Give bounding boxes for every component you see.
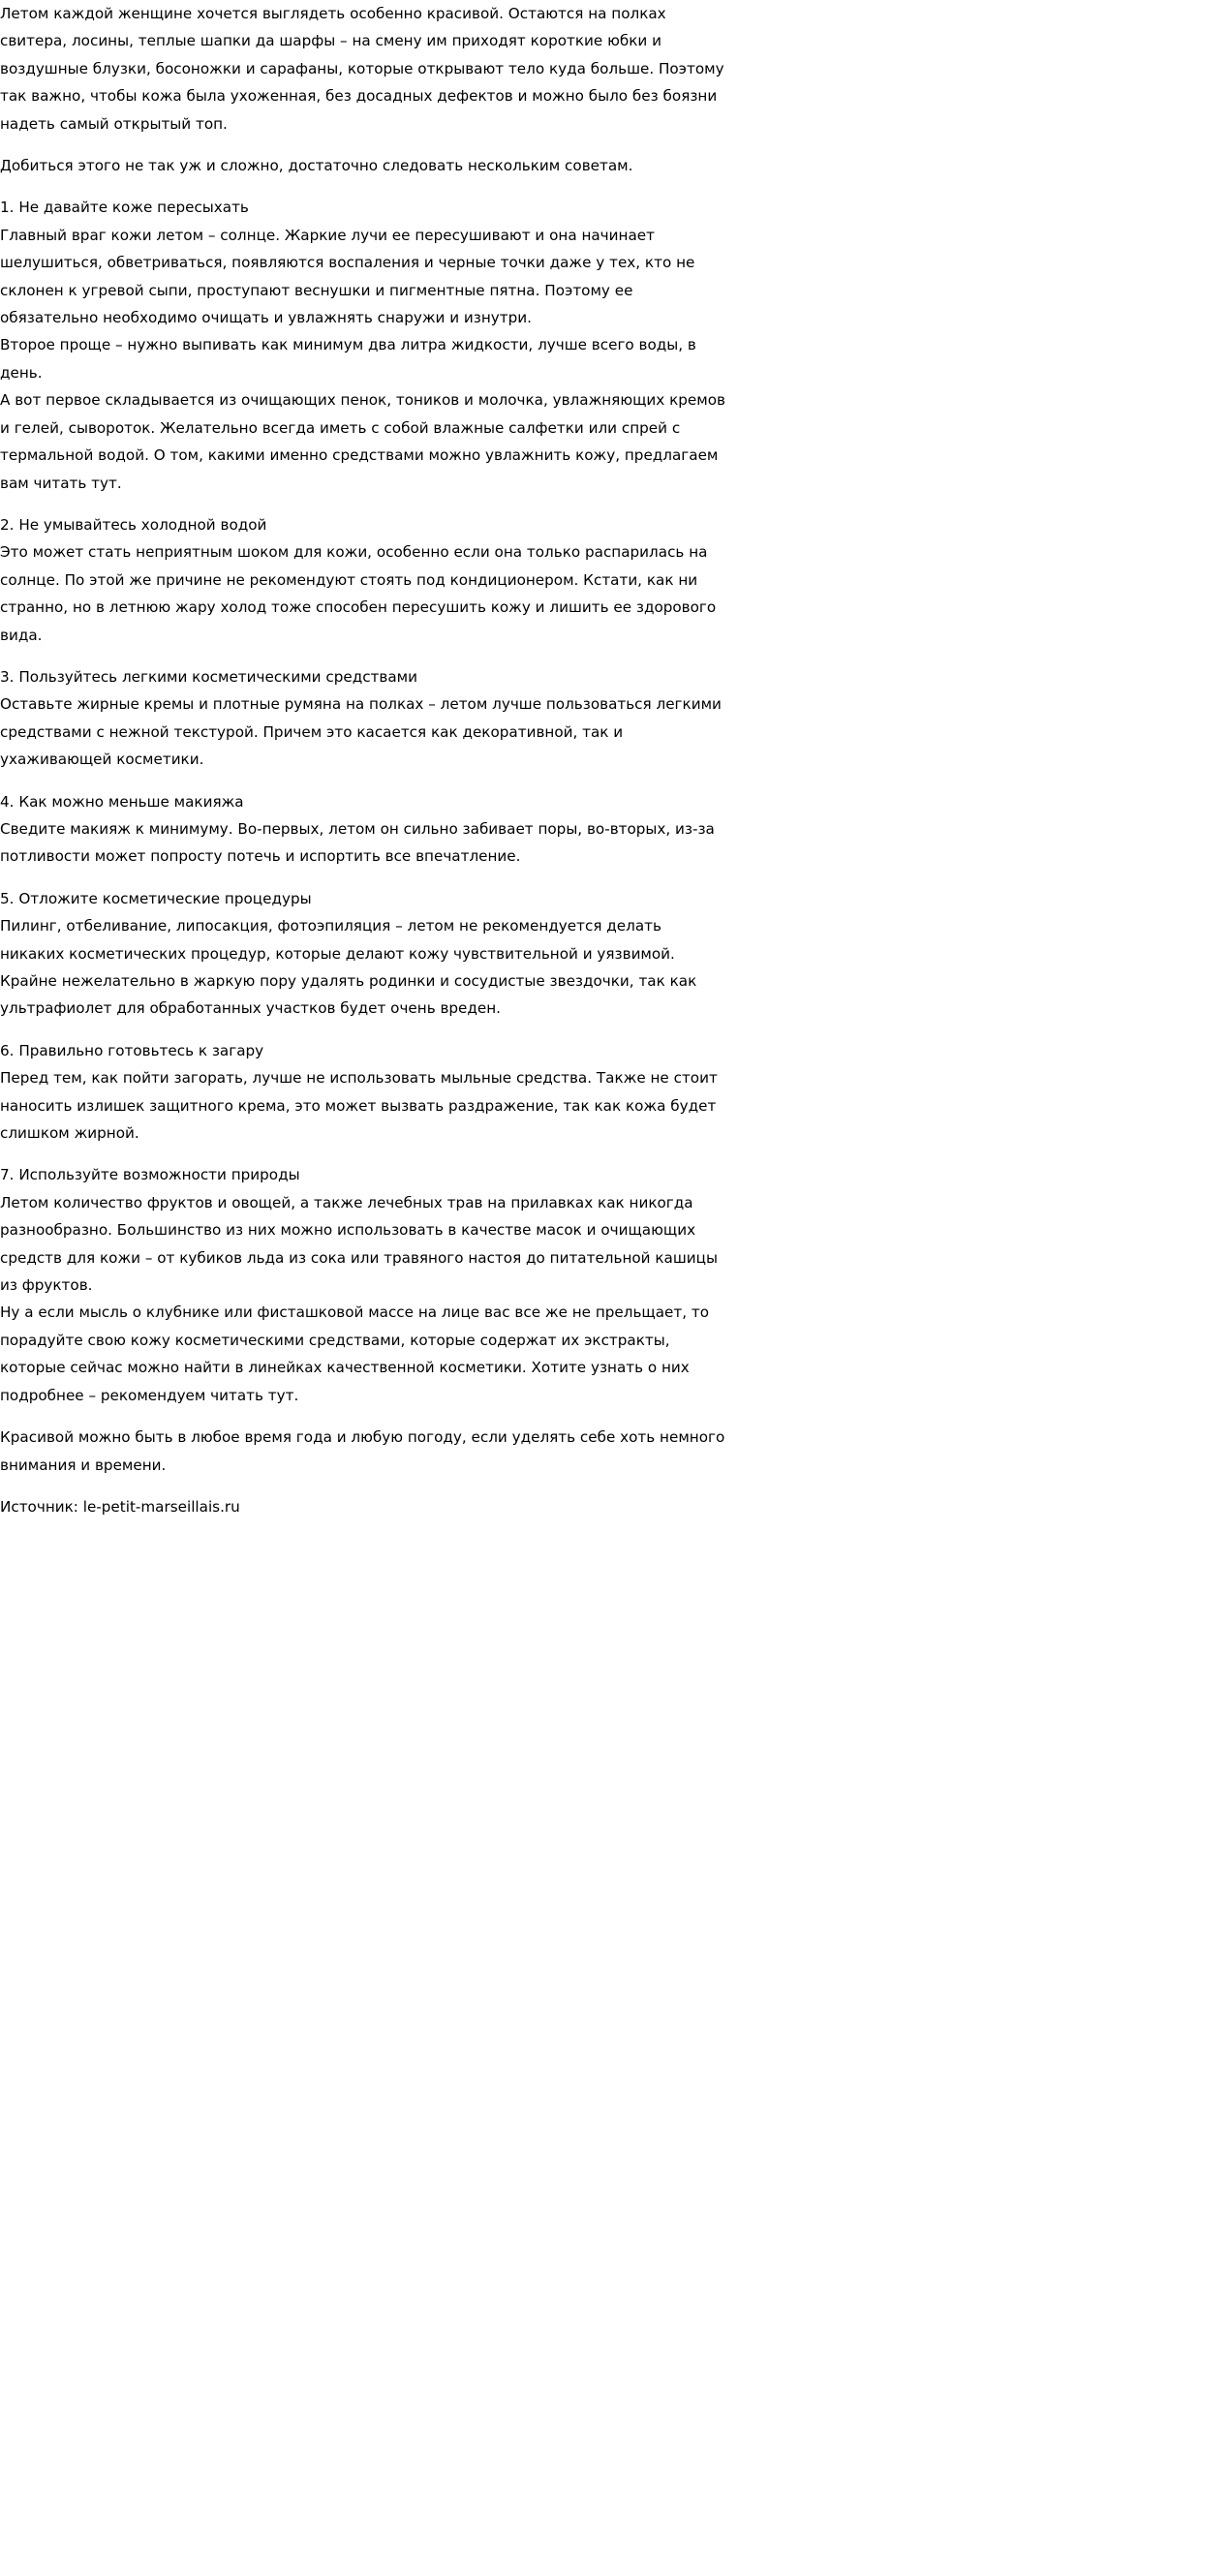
section-title-1: 1. Не давайте коже пересыхать: [0, 199, 249, 217]
section-title-5: 5. Отложите косметические процедуры: [0, 889, 312, 907]
paragraph-gap: [0, 774, 726, 788]
section-title-6: 6. Правильно готовьтесь к загару: [0, 1041, 264, 1059]
article: [0, 0, 726, 1520]
paragraph-gap: [0, 1409, 726, 1424]
paragraph-gap: [0, 138, 726, 152]
section-4: [0, 788, 726, 871]
section-3-paragraph-1: Оставьте жирные кремы и плотные румяна на полках – летом лучше пользоваться легкими средствами с нежной текстурой. Причем это касается как декоративной, так и ухаживающей косметики.: [0, 695, 722, 769]
section-2-paragraph-1: Это может стать неприятным шоком для кожи, особенно если она только распарилась на солнце. По этой же причине не рекомендуют стоять под кондиционером. Кстати, как ни странно, но в летнюю жару холод тоже способен пересушить кожу и лишить ее здорового вида.: [0, 543, 717, 644]
paragraph-gap: [0, 179, 726, 194]
paragraph-gap: [0, 1023, 726, 1037]
section-6: [0, 1037, 726, 1148]
intro-paragraph-2: Добиться этого не так уж и сложно, достаточно следовать нескольким советам.: [0, 157, 633, 175]
section-title-2: 2. Не умывайтесь холодной водой: [0, 515, 267, 534]
paragraph-gap: [0, 649, 726, 663]
paragraph-gap: [0, 497, 726, 511]
section-6-paragraph-1: Перед тем, как пойти загорать, лучше не использовать мыльные средства. Также не стоит наносить излишек защитного крема, это может вызвать раздражение, так как кожа будет слишком жирной.: [0, 1069, 718, 1143]
section-title-7: 7. Используйте возможности природы: [0, 1166, 300, 1184]
source-attribution: Источник: le-petit-marseillais.ru: [0, 1497, 240, 1516]
paragraph-gap: [0, 1479, 726, 1493]
intro-paragraph-1: Летом каждой женщине хочется выглядеть особенно красивой. Остаются на полках свитера, лосины, теплые шапки да шарфы – на смену им приходят короткие юбки и воздушные блузки, босоножки и сарафаны, которые открывают тело куда больше. Поэтому так важно, чтобы кожа была ухоженная, без досадных дефектов и можно было без боязни надеть самый открытый топ.: [0, 5, 724, 133]
section-5: [0, 885, 726, 1023]
paragraph-gap: [0, 871, 726, 885]
section-1: [0, 194, 726, 496]
section-2: [0, 511, 726, 649]
section-title-4: 4. Как можно меньше макияжа: [0, 792, 244, 811]
conclusion-paragraph: Красивой можно быть в любое время года и любую погоду, если уделять себе хоть немного внимания и времени.: [0, 1428, 725, 1474]
section-1-paragraph-2: Второе проще – нужно выпивать как минимум два литра жидкости, лучше всего воды, в день.: [0, 336, 696, 382]
section-3: [0, 663, 726, 774]
section-1-paragraph-3: А вот первое складывается из очищающих пенок, тоников и молочка, увлажняющих кремов и гелей, сывороток. Желательно всегда иметь с собой влажные салфетки или спрей с термальной водой. О том, какими именно средствами можно увлажнить кожу, предлагаем вам читать тут.: [0, 391, 725, 492]
section-4-paragraph-1: Сведите макияж к минимуму. Во-первых, летом он сильно забивает поры, во-вторых, из-за потливости может попросту потечь и испортить все впечатление.: [0, 819, 715, 866]
paragraph-gap: [0, 1147, 726, 1161]
section-7: [0, 1161, 726, 1409]
section-title-3: 3. Пользуйтесь легкими косметическими средствами: [0, 667, 417, 686]
section-7-paragraph-1: Летом количество фруктов и овощей, а также лечебных трав на прилавках как никогда разнообразно. Большинство из них можно использовать в качестве масок и очищающих средств для кожи – от кубиков льда из сока или травяного настоя до питательной кашицы из фруктов.: [0, 1193, 718, 1295]
section-5-paragraph-1: Пилинг, отбеливание, липосакция, фотоэпиляция – летом не рекомендуется делать никаких косметических процедур, которые делают кожу чувствительной и уязвимой. Крайне нежелательно в жаркую пору удалять родинки и сосудистые звездочки, так как ультрафиолет для обработанных участков будет очень вреден.: [0, 917, 697, 1018]
section-7-paragraph-2: Ну а если мысль о клубнике или фисташковой массе на лице вас все же не прельщает, то порадуйте свою кожу косметическими средствами, которые содержат их экстракты, которые сейчас можно найти в линейках качественной косметики. Хотите узнать о них подробнее – рекомендуем читать тут.: [0, 1303, 710, 1404]
section-1-paragraph-1: Главный враг кожи летом – солнце. Жаркие лучи ее пересушивают и она начинает шелушиться, обветриваться, появляются воспаления и черные точки даже у тех, кто не склонен к угревой сыпи, проступают веснушки и пигментные пятна. Поэтому ее обязательно необходимо очищать и увлажнять снаружи и изнутри.: [0, 226, 695, 327]
